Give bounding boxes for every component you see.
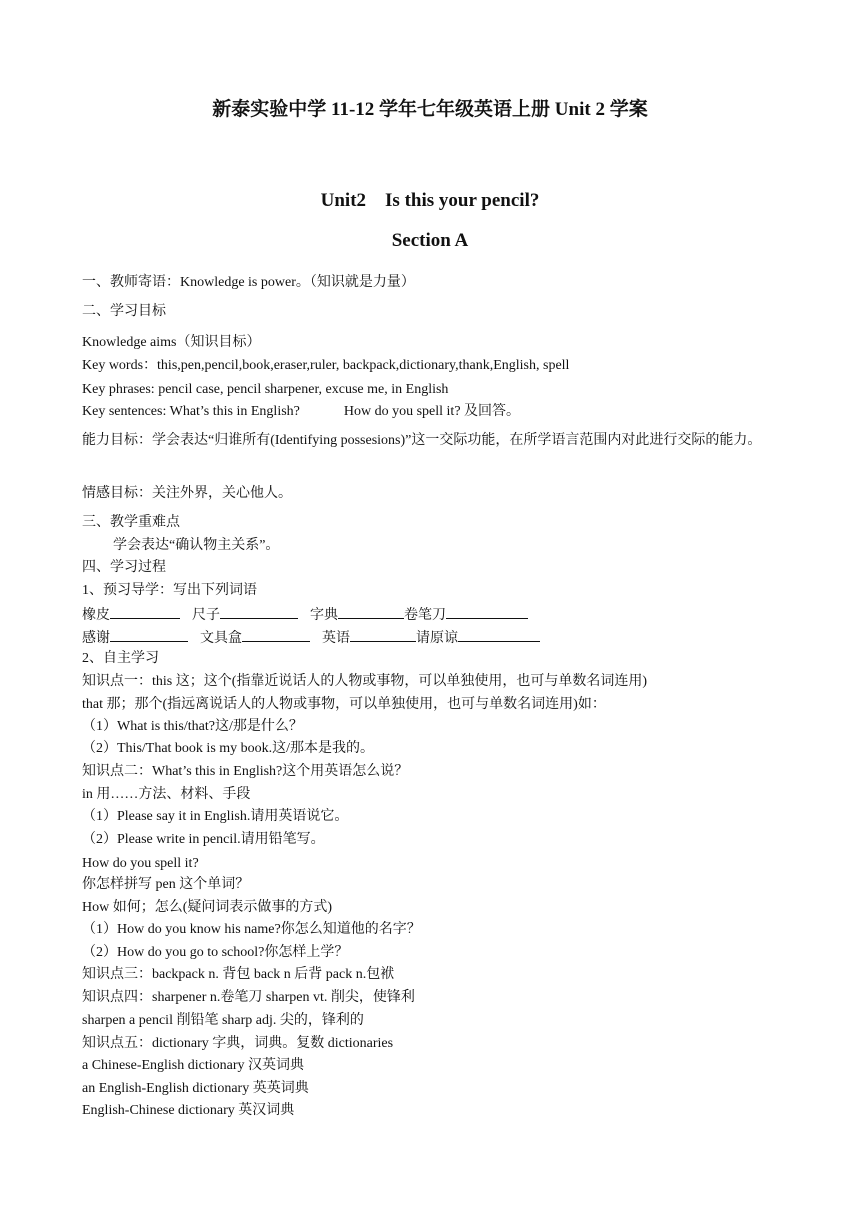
vocab-eraser: 橡皮 — [82, 608, 110, 623]
example-2b: （2）Please write in pencil.请用铅笔写。 — [82, 832, 325, 847]
vocab-dictionary: 字典 — [310, 608, 338, 623]
key-sentences — [82, 403, 520, 421]
vocab-row-1 — [82, 604, 528, 625]
point-four: 知识点四：sharpener n.卷笔刀 sharpen vt. 削尖，使锋利 — [82, 990, 415, 1005]
point-three: 知识点三：backpack n. 背包 back n 后背 pack n.包袱 — [82, 967, 395, 982]
point-one: 知识点一：this 这；这个(指靠近说话人的人物或事物，可以单独使用，也可与单数名词连用) — [82, 674, 648, 689]
unit-title: Unit2 Is this your pencil? — [320, 190, 540, 211]
vocab-thank: 感谢 — [82, 631, 110, 646]
point-five: 知识点五：dictionary 字典，词典。复数 dictionaries — [82, 1036, 394, 1051]
teacher-message: 一、教师寄语：Knowledge is power。（知识就是力量） — [82, 275, 415, 290]
vocab-row-2 — [82, 627, 540, 648]
blank-excuse-me[interactable] — [458, 627, 540, 642]
example-how-1: （1）How do you know his name?你怎么知道他的名字？ — [82, 922, 421, 937]
point-two-in: in 用……方法、材料、手段 — [82, 787, 251, 802]
dictionary-example-2: an English-English dictionary 英英词典 — [82, 1081, 309, 1096]
example-2a: （1）Please say it in English.请用英语说它。 — [82, 809, 349, 824]
main-title: 新泰实验中学 11-12 学年七年级英语上册 Unit 2 学案 — [212, 99, 648, 120]
point-one-that: that 那；那个(指远离说话人的人物或事物，可以单独使用，也可与单数名词连用)如： — [82, 697, 606, 712]
self-study-heading: 2、自主学习 — [82, 651, 159, 666]
example-how-2: （2）How do you go to school?你怎样上学？ — [82, 945, 349, 960]
point-two: 知识点二：What’s this in English?这个用英语怎么说？ — [82, 764, 409, 779]
vocab-sharpener: 卷笔刀 — [404, 608, 446, 623]
emotion-goal: 情感目标：关注外界，关心他人。 — [82, 486, 292, 501]
vocab-pencil-case: 文具盒 — [200, 631, 242, 646]
heading-key-points: 三、教学重难点 — [82, 515, 180, 530]
dictionary-example-3: English-Chinese dictionary 英汉词典 — [82, 1103, 295, 1118]
spell-question: How do you spell it? — [82, 856, 199, 871]
key-sentences-part2: How do you spell it? 及回答。 — [343, 404, 521, 419]
key-sentences-part1: Key sentences: What’s this in English? — [82, 404, 300, 419]
heading-learning-process: 四、学习过程 — [82, 560, 166, 575]
key-phrases: Key phrases: pencil case, pencil sharpener, excuse me, in English — [82, 382, 449, 397]
how-definition: How 如何；怎么(疑问词表示做事的方式) — [82, 900, 333, 915]
blank-ruler[interactable] — [220, 604, 298, 619]
blank-english[interactable] — [350, 627, 416, 642]
section-title: Section A — [391, 230, 469, 251]
key-points-text: 学会表达“确认物主关系”。 — [113, 538, 280, 553]
example-1a: （1）What is this/that?这/那是什么？ — [82, 719, 303, 734]
dictionary-example-1: a Chinese-English dictionary 汉英词典 — [82, 1058, 305, 1073]
sharpen-examples: sharpen a pencil 削铅笔 sharp adj. 尖的，锋利的 — [82, 1013, 364, 1028]
blank-dictionary[interactable] — [338, 604, 404, 619]
heading-learning-goals: 二、学习目标 — [82, 304, 166, 319]
blank-sharpener[interactable] — [446, 604, 528, 619]
spell-question-cn: 你怎样拼写 pen 这个单词？ — [82, 877, 250, 892]
ability-goal: 能力目标：学会表达“归谁所有(Identifying possesions)”这一交际功能，在所学语言范围内对此进行交际的能力。 — [82, 433, 762, 448]
blank-eraser[interactable] — [110, 604, 180, 619]
example-1b: （2）This/That book is my book.这/那本是我的。 — [82, 741, 375, 756]
knowledge-aims: Knowledge aims（知识目标） — [82, 335, 261, 350]
key-words: Key words：this,pen,pencil,book,eraser,ruler, backpack,dictionary,thank,English, spell — [82, 358, 570, 373]
preview-instruction: 1、预习导学：写出下列词语 — [82, 583, 257, 598]
blank-pencil-case[interactable] — [242, 627, 310, 642]
vocab-ruler: 尺子 — [192, 608, 220, 623]
vocab-excuse-me: 请原谅 — [416, 631, 458, 646]
vocab-english: 英语 — [322, 631, 350, 646]
blank-thank[interactable] — [110, 627, 188, 642]
